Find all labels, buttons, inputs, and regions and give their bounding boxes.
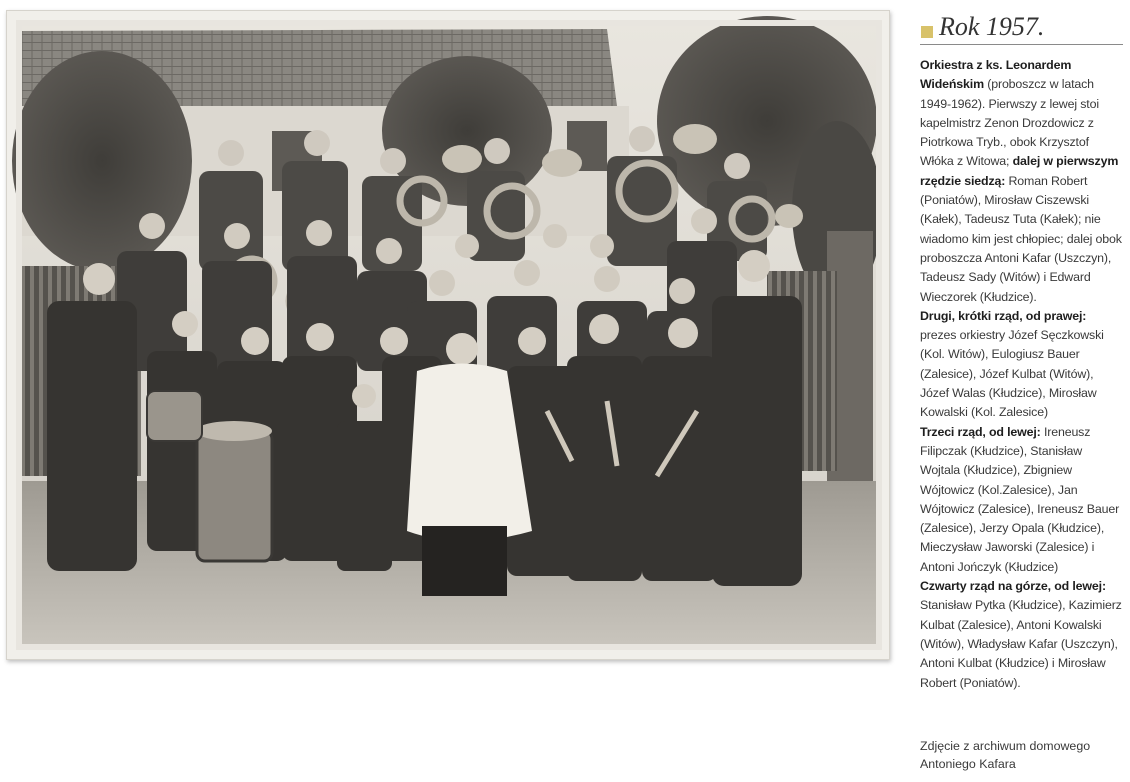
caption-text-4: Ireneusz Filipczak (Kłudzice), Stanisław Wojtala (Kłudzice), Zbigniew Wójtowicz (Kol.Zalesice), Jan Wójtowicz (Zalesice), Ireneusz Bauer (Zalesice), Jerzy Opala (Kłudzice), Mieczysław Jaworski (Zalesice) i Antoni Jończyk (Kłudzice) [920, 424, 1120, 574]
caption-text-3: prezes orkiestry Józef Sęczkowski (Kol. Witów), Eulogiusz Bauer (Zalesice), Józef Kulbat (Witów), Józef Walas (Kłudzice), Mirosław Kowalski (Kol. Zalesice) [920, 328, 1104, 420]
orchestra-group-photo [7, 11, 891, 661]
caption-text-5: Stanisław Pytka (Kłudzice), Kazimierz Kulbat (Zalesice), Antoni Kowalski (Witów), Władysław Kafar (Uszczyn), Antoni Kulbat (Kłudzice) i Mirosław Robert (Poniatów). [920, 598, 1122, 690]
caption-text-2: Roman Robert (Poniatów), Mirosław Ciszewski (Kałek), Tadeusz Tuta (Kałek); nie wiadomo kim jest chłopiec; dalej obok proboszcza Antoni Kafar (Uszczyn), Tadeusz Sady (Witów) i Edward Wieczorek (Kłudzice). [920, 173, 1122, 304]
photo-source: Zdjęcie z archiwum domowego Antoniego Kafara [920, 739, 1091, 771]
caption-heading-3: Drugi, krótki rząd, od prawej: [920, 308, 1087, 323]
caption-text [920, 56, 1125, 693]
title-square-icon [921, 26, 933, 38]
caption-heading-2: dalej w pierwszym rzędzie siedzą: [920, 154, 1119, 188]
page-title: Rok 1957. [939, 12, 1045, 41]
caption-heading-5: Czwarty rząd na górze, od lewej: [920, 579, 1106, 594]
caption-column [920, 10, 1125, 693]
title-row [920, 10, 1123, 45]
archive-photo [6, 10, 890, 660]
caption-heading-1: Orkiestra z ks. Leonardem Wideńskim [920, 58, 1072, 92]
caption-heading-4: Trzeci rząd, od lewej: [920, 424, 1041, 439]
caption-text-1: (proboszcz w latach 1949-1962). Pierwszy z lewej stoi kapelmistrz Zenon Drozdowicz z Piotrkowa Tryb., obok Krzysztof Włóka z Witowa; [920, 77, 1099, 169]
